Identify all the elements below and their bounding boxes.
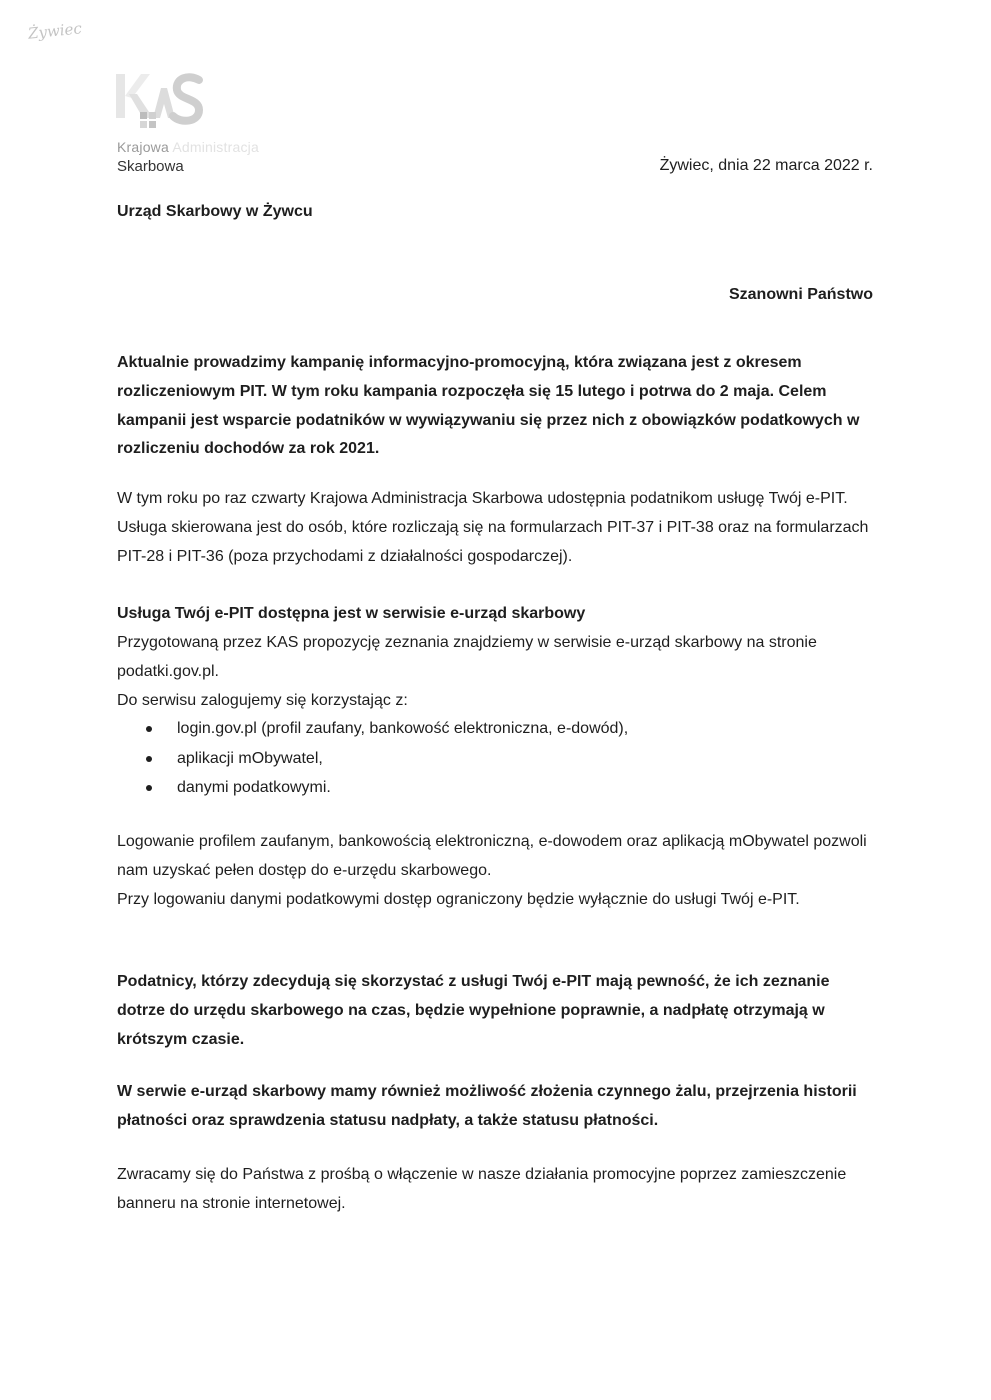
logo-text-skarbowa: Skarbowa (117, 158, 184, 175)
office-name: Urząd Skarbowy w Żywcu (117, 203, 313, 220)
logo-text-administracja: Administracja (172, 139, 259, 155)
login-option-text: login.gov.pl (profil zaufany, bankowość elektroniczna, e-dowód), (177, 720, 629, 737)
paragraph-twoj-epit: W tym roku po raz czwarty Krajowa Administracja Skarbowa udostępnia podatnikom usługę Twój e-PIT. Usługa skierowana jest do osób, które rozliczają się na formularzach PIT-37 i PIT-38 oraz na formularzach PIT-28 i PIT-36 (poza przychodami z działalności gospodarczej). (117, 490, 869, 565)
login-intro: Do serwisu zalogujemy się korzystając z: (117, 691, 408, 709)
paragraph-login-full: Logowanie profilem zaufanym, bankowością elektroniczną, e-dowodem oraz aplikacją mObywatel pozwoli nam uzyskać pełen dostęp do e-urzędu skarbowego. (117, 833, 867, 879)
login-options-list (117, 714, 628, 803)
section-heading: Usługa Twój e-PIT dostępna jest w serwisie e-urząd skarbowy (117, 605, 586, 622)
list-item (117, 714, 628, 744)
section-body (117, 629, 877, 715)
handwritten-note: Żywiec (27, 19, 83, 43)
paragraph-campaign: Aktualnie prowadzimy kampanię informacyjno-promocyjną, która związana jest z okresem rozliczeniowym PIT. W tym roku kampania rozpoczęła się 15 lutego i potrwa do 2 maja. Celem kampanii jest wsparcie podatników w wywiązywaniu się przez nich z obowiązków podatkowych w rozliczeniu dochodów za rok 2021. (117, 354, 860, 458)
kas-logo (113, 66, 213, 136)
list-item (117, 744, 628, 774)
section-body-text: Przygotowaną przez KAS propozycję zeznania znajdziemy w serwisie e-urząd skarbowy na stronie podatki.gov.pl. (117, 634, 817, 680)
bullet-icon (146, 785, 152, 791)
bullet-icon (146, 726, 152, 732)
paragraph-services: W serwie e-urząd skarbowy mamy również możliwość złożenia czynnego żalu, przejrzenia historii płatności oraz sprawdzenia statusu nadpłaty, a także statusu płatności. (117, 1083, 857, 1129)
paragraph-login-limited: Przy logowaniu danymi podatkowymi dostęp ograniczony będzie wyłącznie do usługi Twój e-PIT. (117, 890, 800, 908)
paragraph-request: Zwracamy się do Państwa z prośbą o włączenie w nasze działania promocyjne poprzez zamieszczenie banneru na stronie internetowej. (117, 1166, 847, 1212)
login-option-text: aplikacji mObywatel, (177, 749, 323, 767)
paragraph-benefits: Podatnicy, którzy zdecydują się skorzystać z usługi Twój e-PIT mają pewność, że ich zeznanie dotrze do urzędu skarbowego na czas, będzie wypełnione poprawnie, a nadpłatę otrzymają w krótszym czasie. (117, 973, 830, 1048)
greeting: Szanowni Państwo (728, 286, 873, 303)
login-option-text: danymi podatkowymi. (177, 779, 331, 796)
bullet-icon (146, 756, 152, 762)
logo-text-line1 (117, 139, 259, 155)
logo-text-krajowa: Krajowa (117, 139, 169, 155)
letter-date: Żywiec, dnia 22 marca 2022 r. (659, 157, 873, 174)
list-item (117, 773, 628, 803)
paragraph-login-access (117, 828, 877, 914)
